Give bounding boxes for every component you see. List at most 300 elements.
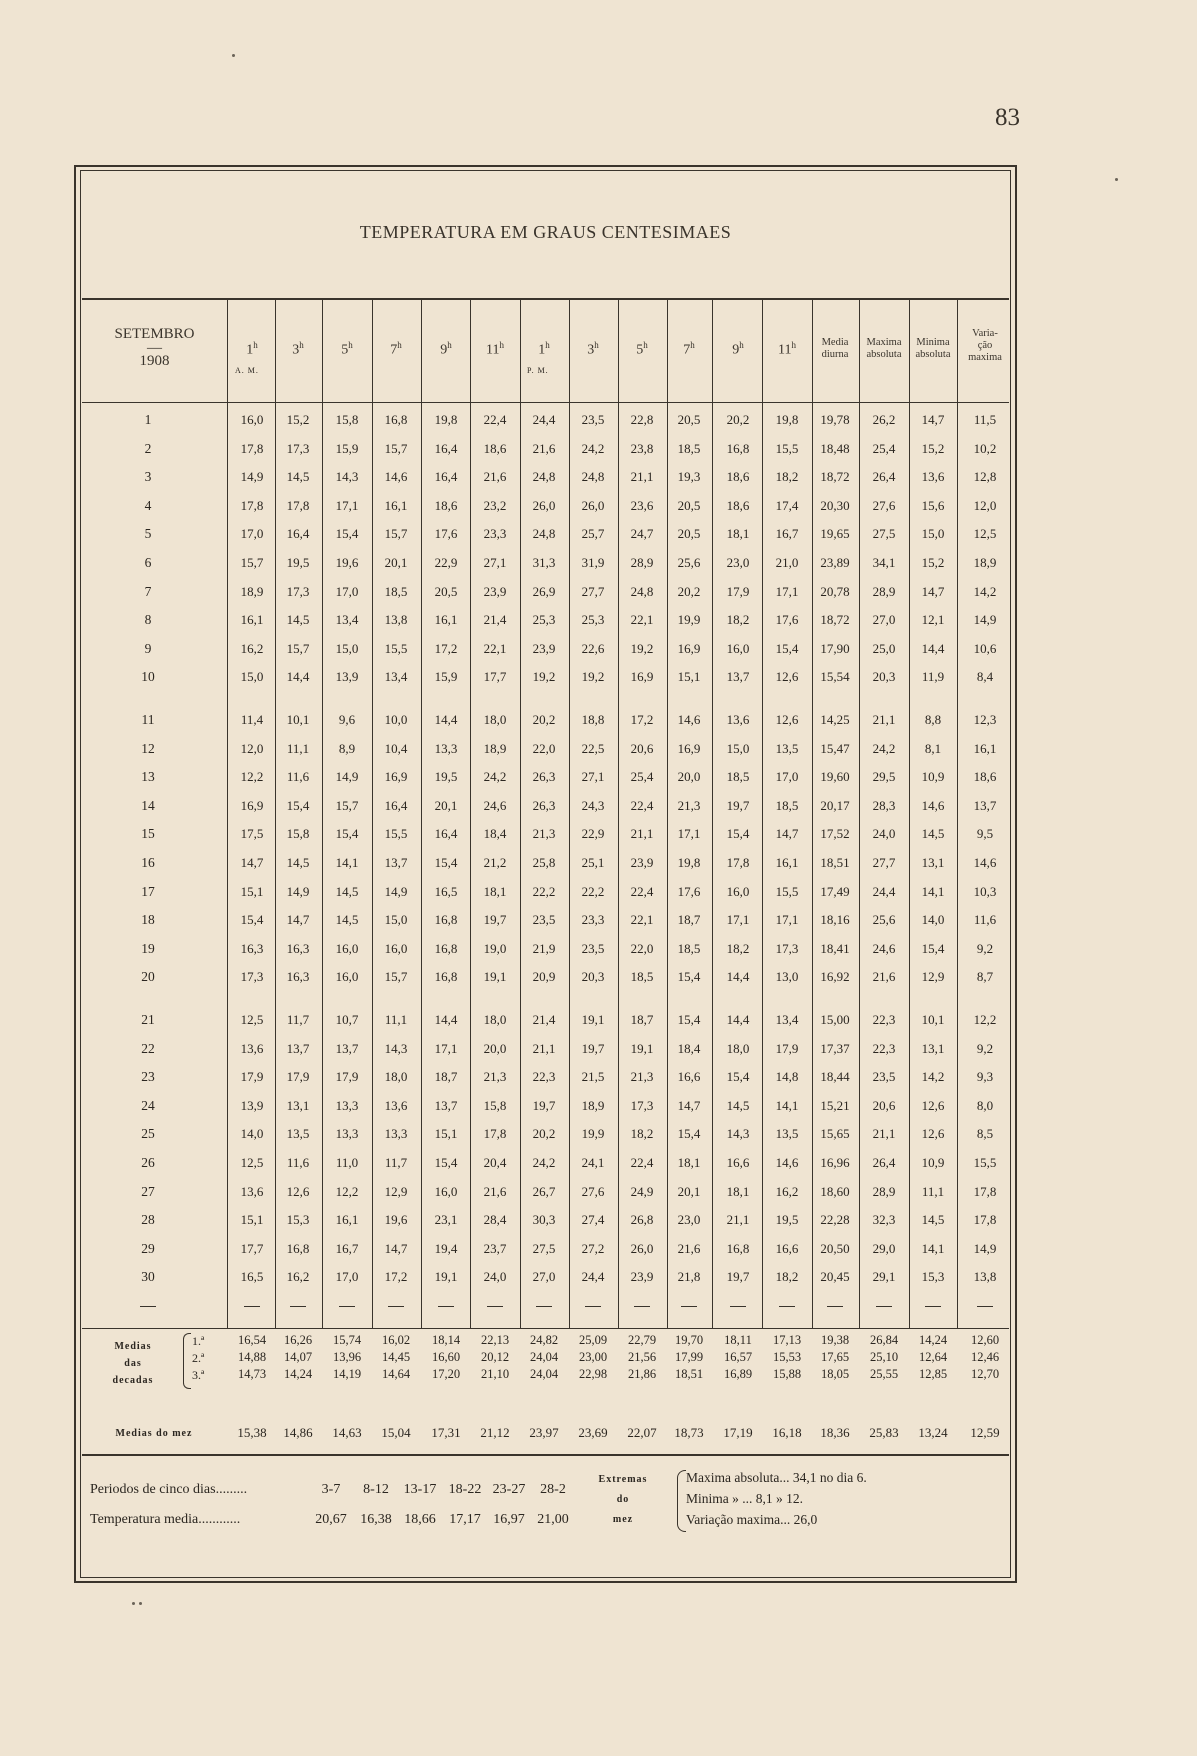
- temperature-cell: 22,9: [434, 555, 458, 570]
- temperature-cell: 23,9: [630, 855, 654, 870]
- decade-mean-cell: 21,56: [627, 1350, 657, 1364]
- stat-header-line: absoluta: [915, 349, 951, 360]
- day-label: 5: [144, 526, 152, 542]
- temperature-cell: 24,0: [872, 826, 896, 842]
- temperature-cell: 14,1: [775, 1097, 799, 1113]
- temperature-cell: 17,0: [335, 583, 359, 599]
- temperature-cell: 14,3: [335, 469, 359, 485]
- temperature-cell: 22,3: [532, 1069, 556, 1085]
- temperature-cell: 14,5: [286, 612, 310, 628]
- day-label: 3: [144, 469, 152, 485]
- temperature-cell: 19,1: [581, 1012, 605, 1027]
- temperature-cell: 18,1: [726, 526, 750, 542]
- temperature-cell: 17,5: [240, 826, 264, 842]
- temperature-cell: 27,7: [581, 583, 605, 599]
- temperature-cell: 12,6: [921, 1097, 945, 1113]
- temperature-cell: 14,5: [921, 826, 945, 842]
- decade-mean-cell: 22,98: [578, 1367, 608, 1381]
- decade-mean-cell: 16,60: [431, 1350, 461, 1364]
- temperature-cell: 16,2: [240, 640, 264, 656]
- decade-mean-cell: 25,09: [578, 1333, 608, 1347]
- day-label: 7: [144, 583, 152, 599]
- temperature-cell: 13,1: [921, 855, 945, 870]
- temperature-cell: 20,2: [532, 712, 556, 727]
- temperature-cell: 16,8: [434, 969, 458, 985]
- month-mean-cell: 17,31: [431, 1425, 461, 1440]
- temperature-cell: 18,7: [630, 1012, 654, 1027]
- temperature-cell: 16,3: [240, 940, 264, 956]
- temperature-cell: 18,41: [820, 940, 850, 956]
- temperature-cell: 18,6: [726, 469, 750, 485]
- decade-mean-cell: 15,88: [772, 1367, 802, 1381]
- month-mean-cell: 16,18: [772, 1425, 802, 1440]
- temperature-cell: 13,6: [921, 469, 945, 485]
- temperature-cell: 24,2: [872, 740, 896, 756]
- temperature-cell: 26,0: [630, 1240, 654, 1256]
- hour-header-10: [667, 340, 711, 359]
- temperature-cell: 9,2: [976, 1040, 994, 1056]
- hour-sup: h: [791, 340, 796, 350]
- temperature-cell: 15,0: [726, 740, 750, 756]
- decade-number: 1.ª: [192, 1334, 205, 1348]
- temperature-cell: 15,7: [384, 526, 408, 542]
- temperature-cell: 13,5: [286, 1126, 310, 1142]
- hour-number: 11: [778, 342, 792, 358]
- temperature-cell: 20,5: [677, 412, 701, 427]
- temperature-cell: 17,9: [775, 1040, 799, 1056]
- temperature-cell: 16,8: [726, 440, 750, 456]
- stat-header-line: Maxima: [866, 337, 902, 348]
- temperature-cell: 20,6: [630, 740, 654, 756]
- temperature-cell: 18,48: [820, 440, 850, 456]
- dash-mark: [244, 1306, 260, 1307]
- temperature-cell: 24,8: [532, 526, 556, 542]
- temperature-cell: 21,4: [483, 612, 507, 628]
- temperature-cell: 17,90: [820, 640, 850, 656]
- temperature-cell: 14,5: [286, 469, 310, 485]
- temperature-cell: 18,2: [630, 1126, 654, 1142]
- decade-mean-cell: 21,10: [480, 1367, 510, 1381]
- temperature-cell: 13,4: [335, 612, 359, 628]
- temperature-cell: 19,7: [581, 1040, 605, 1056]
- temperature-cell: 10,0: [384, 712, 408, 727]
- temperature-cell: 27,6: [872, 497, 896, 513]
- temperature-cell: 10,7: [335, 1012, 359, 1027]
- decades-brace: [183, 1333, 191, 1389]
- temperature-cell: 18,5: [677, 440, 701, 456]
- temperature-cell: 12,0: [240, 740, 264, 756]
- hour-sup: h: [348, 340, 353, 350]
- decade-mean-cell: 24,82: [529, 1333, 559, 1347]
- decade-mean-cell: 18,05: [820, 1367, 850, 1381]
- temperature-cell: 16,9: [630, 669, 654, 685]
- day-label: 8: [144, 612, 152, 628]
- day-label: 23: [141, 1069, 155, 1085]
- temperature-cell: 17,1: [775, 583, 799, 599]
- period-mean-value: 20,67: [315, 1512, 347, 1527]
- temperature-cell: 23,9: [532, 640, 556, 656]
- day-label: 28: [141, 1212, 155, 1228]
- hour-header-9: [620, 340, 664, 359]
- day-label: 22: [141, 1040, 155, 1056]
- period-mean-value: 16,97: [493, 1512, 525, 1527]
- temperature-cell: 23,7: [483, 1240, 507, 1256]
- temperature-cell: 22,0: [630, 940, 654, 956]
- temperature-cell: 17,3: [775, 940, 799, 956]
- temperature-cell: 24,8: [630, 583, 654, 599]
- temperature-cell: 8,4: [976, 669, 994, 685]
- decades-top-rule: [82, 1328, 1009, 1329]
- month-mean-cell: 14,63: [332, 1425, 362, 1440]
- decade-mean-cell: 17,99: [674, 1350, 704, 1364]
- temperature-cell: 23,0: [726, 555, 750, 570]
- temperature-cell: 26,3: [532, 769, 556, 785]
- hour-header-5: [424, 340, 468, 359]
- temperature-cell: 15,1: [240, 1212, 264, 1228]
- dash-mark: [339, 1306, 355, 1307]
- temperature-cell: 15,4: [677, 969, 701, 985]
- temperature-cell: 14,4: [726, 969, 750, 985]
- dash-mark: [438, 1306, 454, 1307]
- temperature-cell: 20,3: [872, 669, 896, 685]
- temperature-cell: 12,8: [973, 469, 997, 485]
- temperature-cell: 26,8: [630, 1212, 654, 1228]
- dash-mark: [290, 1306, 306, 1307]
- temperature-cell: 10,2: [973, 440, 997, 456]
- day-label: 17: [141, 883, 155, 899]
- temperature-cell: 22,4: [630, 883, 654, 899]
- temperature-cell: 18,72: [820, 612, 850, 628]
- temperature-cell: 16,6: [677, 1069, 701, 1085]
- header-top-rule: [82, 298, 1009, 300]
- temperature-cell: 15,1: [434, 1126, 458, 1142]
- decade-mean-cell: 24,04: [529, 1350, 559, 1364]
- temperature-cell: 17,6: [434, 526, 458, 542]
- temperature-cell: 13,7: [335, 1040, 359, 1056]
- temperature-cell: 17,1: [775, 912, 799, 928]
- decade-mean-cell: 12,64: [918, 1350, 948, 1364]
- temperature-cell: 20,50: [820, 1240, 850, 1256]
- temperature-cell: 23,9: [630, 1269, 654, 1285]
- temperature-cell: 20,1: [677, 1183, 701, 1199]
- temperature-cell: 13,8: [384, 612, 408, 628]
- hour-sup: h: [447, 340, 452, 350]
- temperature-cell: 22,1: [630, 912, 654, 928]
- decade-number: 3.ª: [192, 1368, 205, 1382]
- extremes-label-line: do: [616, 1494, 630, 1505]
- temperature-cell: 14,9: [973, 612, 997, 628]
- temperature-cell: 23,5: [581, 412, 605, 427]
- temperature-cell: 27,2: [581, 1240, 605, 1256]
- hour-header-8: [571, 340, 615, 359]
- temperature-cell: 21,9: [532, 940, 556, 956]
- hour-sup: h: [499, 340, 504, 350]
- temperature-cell: 19,78: [820, 412, 850, 427]
- temperature-cell: 17,8: [286, 497, 310, 513]
- temperature-cell: 14,6: [384, 469, 408, 485]
- temperature-cell: 29,0: [872, 1240, 896, 1256]
- temperature-cell: 18,6: [434, 497, 458, 513]
- temperature-cell: 14,2: [921, 1069, 945, 1085]
- temperature-cell: 16,0: [240, 412, 264, 427]
- temperature-cell: 22,2: [581, 883, 605, 899]
- temperature-cell: 15,8: [483, 1097, 507, 1113]
- temperature-cell: 17,52: [820, 826, 850, 842]
- temperature-cell: 16,2: [775, 1183, 799, 1199]
- temperature-cell: 17,2: [630, 712, 654, 727]
- temperature-cell: 27,5: [872, 526, 896, 542]
- temperature-cell: 16,0: [335, 969, 359, 985]
- temperature-cell: 18,8: [581, 712, 605, 727]
- temperature-cell: 13,0: [775, 969, 799, 985]
- hour-header-2: [276, 340, 320, 359]
- temperature-cell: 19,5: [434, 769, 458, 785]
- temperature-cell: 16,5: [240, 1269, 264, 1285]
- hour-sup: h: [545, 340, 550, 350]
- hour-sup: h: [643, 340, 648, 350]
- temperature-cell: 18,44: [820, 1069, 850, 1085]
- temperature-cell: 17,9: [726, 583, 750, 599]
- decade-mean-cell: 13,96: [332, 1350, 362, 1364]
- temperature-cell: 16,4: [434, 469, 458, 485]
- temperature-cell: 21,8: [677, 1269, 701, 1285]
- temperature-cell: 9,5: [976, 826, 994, 842]
- period-value: 3-7: [321, 1482, 341, 1497]
- decade-mean-cell: 14,64: [381, 1367, 411, 1381]
- temperature-cell: 20,5: [677, 497, 701, 513]
- temperature-cell: 20,9: [532, 969, 556, 985]
- dash-mark: [536, 1306, 552, 1307]
- temperature-cell: 22,6: [581, 640, 605, 656]
- temperature-cell: 15,0: [335, 640, 359, 656]
- temperature-cell: 18,1: [726, 1183, 750, 1199]
- temperature-cell: 14,7: [775, 826, 799, 842]
- temperature-cell: 23,89: [820, 555, 850, 570]
- period-value: 18-22: [448, 1482, 482, 1497]
- temperature-cell: 13,7: [726, 669, 750, 685]
- extreme-value: Variação maxima... 26,0: [686, 1512, 818, 1527]
- temperature-cell: 15,54: [820, 669, 850, 685]
- temperature-cell: 27,5: [532, 1240, 556, 1256]
- temperature-cell: 16,96: [820, 1155, 850, 1170]
- temperature-cell: 12,3: [973, 712, 997, 727]
- temperature-cell: 9,3: [976, 1069, 994, 1085]
- decade-mean-cell: 14,73: [237, 1367, 267, 1381]
- decade-number: 2.ª: [192, 1351, 205, 1365]
- hour-sup: h: [594, 340, 599, 350]
- temperature-cell: 21,2: [483, 855, 507, 870]
- temperature-cell: 14,1: [921, 1240, 945, 1256]
- stat-header-line: Media: [821, 337, 849, 348]
- temperature-cell: 24,2: [581, 440, 605, 456]
- temperature-cell: 19,2: [532, 669, 556, 685]
- temperature-cell: 22,4: [630, 797, 654, 813]
- hour-sup: h: [739, 340, 744, 350]
- temperature-cell: 13,9: [240, 1097, 264, 1113]
- temperature-cell: 20,5: [677, 526, 701, 542]
- temperature-cell: 12,6: [775, 712, 799, 727]
- decade-mean-cell: 16,02: [381, 1333, 411, 1347]
- temperature-cell: 15,5: [973, 1155, 997, 1170]
- temperature-cell: 11,6: [973, 912, 997, 928]
- temperature-cell: 17,3: [286, 583, 310, 599]
- temperature-cell: 16,4: [286, 526, 310, 542]
- temperature-cell: 18,6: [726, 497, 750, 513]
- stat-header-line: Varia-: [972, 328, 998, 339]
- temperature-cell: 20,3: [581, 969, 605, 985]
- temperature-cell: 21,6: [483, 1183, 507, 1199]
- day-label: 24: [141, 1097, 155, 1113]
- day-label: 14: [141, 797, 155, 813]
- temperature-cell: 14,7: [677, 1097, 701, 1113]
- temperature-cell: 19,4: [434, 1240, 458, 1256]
- temperature-cell: 11,6: [286, 1155, 310, 1170]
- temperature-cell: 13,3: [384, 1126, 408, 1142]
- temperature-cell: 15,47: [820, 740, 850, 756]
- temperature-cell: 9,2: [976, 940, 994, 956]
- temperature-cell: 18,6: [973, 769, 997, 785]
- day-label: 18: [141, 912, 155, 928]
- temperature-cell: 27,1: [483, 555, 507, 570]
- temperature-cell: 23,5: [581, 940, 605, 956]
- temperature-cell: 27,7: [872, 855, 896, 870]
- temperature-cell: 11,9: [921, 669, 945, 685]
- hour-number: 5: [636, 342, 644, 358]
- hour-number: 5: [341, 342, 349, 358]
- temperature-cell: 34,1: [872, 555, 896, 570]
- temperature-cell: 21,3: [677, 797, 701, 813]
- temperature-cell: 15,5: [384, 826, 408, 842]
- temperature-cell: 22,2: [532, 883, 556, 899]
- temperature-cell: 14,4: [286, 669, 310, 685]
- decade-mean-cell: 21,86: [627, 1367, 657, 1381]
- year: 1908: [139, 353, 170, 369]
- temperature-cell: 22,0: [532, 740, 556, 756]
- temperature-cell: 12,6: [775, 669, 799, 685]
- temperature-cell: 31,3: [532, 555, 556, 570]
- extremes-label: [588, 1470, 658, 1530]
- temperature-cell: 20,0: [483, 1040, 507, 1056]
- month-means-label: Medias do mez: [115, 1428, 193, 1439]
- decade-mean-cell: 17,13: [772, 1333, 802, 1347]
- temperature-cell: 26,2: [872, 412, 896, 427]
- decade-mean-cell: 25,55: [869, 1367, 899, 1381]
- extremes-label-line: Extremas: [598, 1474, 648, 1485]
- temperature-cell: 13,7: [973, 797, 997, 813]
- temperature-cell: 18,2: [726, 940, 750, 956]
- table-title: TEMPERATURA EM GRAUS CENTESIMAES: [359, 222, 732, 242]
- decade-mean-cell: 16,54: [237, 1333, 267, 1347]
- extreme-value: Minima » ... 8,1 » 12.: [686, 1491, 803, 1506]
- temperature-cell: 21,6: [532, 440, 556, 456]
- temperature-cell: 27,0: [532, 1269, 556, 1285]
- temperature-cell: 14,7: [384, 1240, 408, 1256]
- dash-mark: [779, 1306, 795, 1307]
- decade-mean-cell: 23,00: [578, 1350, 608, 1364]
- temperature-cell: 8,7: [976, 969, 994, 985]
- hour-number: 7: [390, 342, 398, 358]
- decade-mean-cell: 22,13: [480, 1333, 510, 1347]
- paper-speck: [139, 1602, 142, 1605]
- temperature-cell: 19,2: [630, 640, 654, 656]
- temperature-cell: 16,3: [286, 940, 310, 956]
- temperature-cell: 19,1: [630, 1040, 654, 1056]
- temperature-cell: 14,9: [973, 1240, 997, 1256]
- temperature-cell: 15,2: [921, 440, 945, 456]
- temperature-cell: 16,8: [434, 940, 458, 956]
- stat-header-line: absoluta: [866, 349, 902, 360]
- temperature-cell: 12,2: [973, 1012, 997, 1027]
- temperature-cell: 25,4: [872, 440, 896, 456]
- temperature-cell: 30,3: [532, 1212, 556, 1228]
- temperature-cell: 25,1: [581, 855, 605, 870]
- stat-header-1: [809, 337, 861, 361]
- temperature-cell: 11,7: [384, 1155, 408, 1170]
- dash-mark: [681, 1306, 697, 1307]
- temperature-cell: 13,6: [384, 1097, 408, 1113]
- hour-number: 1: [246, 342, 254, 358]
- temperature-cell: 8,8: [924, 712, 942, 727]
- temperature-cell: 17,9: [240, 1069, 264, 1085]
- temperature-cell: 23,0: [677, 1212, 701, 1228]
- temperature-cell: 17,1: [335, 497, 359, 513]
- hour-sup: h: [397, 340, 402, 350]
- hour-sup: h: [253, 340, 258, 350]
- temperature-cell: 26,4: [872, 1155, 896, 1170]
- decade-mean-cell: 24,04: [529, 1367, 559, 1381]
- decade-mean-cell: 15,53: [772, 1350, 802, 1364]
- temperature-cell: 21,3: [630, 1069, 654, 1085]
- hour-sup: h: [299, 340, 304, 350]
- temperature-cell: 22,3: [872, 1012, 896, 1027]
- temperature-cell: 18,9: [483, 740, 507, 756]
- temperature-cell: 28,9: [630, 555, 654, 570]
- temperature-cell: 19,8: [677, 855, 701, 870]
- temperature-cell: 13,7: [384, 855, 408, 870]
- temperature-cell: 19,7: [726, 1269, 750, 1285]
- table-bottom-rule: [82, 1454, 1009, 1456]
- temperature-cell: 12,5: [973, 526, 997, 542]
- temperature-cell: 18,9: [240, 583, 264, 599]
- temperature-cell: 19,8: [775, 412, 799, 427]
- temperature-cell: 15,0: [240, 669, 264, 685]
- temperature-cell: 15,7: [335, 797, 359, 813]
- temperature-cell: 13,6: [240, 1040, 264, 1056]
- temperature-cell: 18,72: [820, 469, 850, 485]
- temperature-cell: 16,7: [335, 1240, 359, 1256]
- temperature-cell: 10,9: [921, 1155, 945, 1170]
- temperature-cell: 23,5: [872, 1069, 896, 1085]
- temperature-cell: 17,9: [286, 1069, 310, 1085]
- temperature-cell: 20,2: [677, 583, 701, 599]
- temperature-cell: 15,2: [286, 412, 310, 427]
- temperature-cell: 21,3: [532, 826, 556, 842]
- month-mean-cell: 18,73: [674, 1425, 704, 1440]
- decade-mean-cell: 16,89: [723, 1367, 753, 1381]
- temperature-cell: 15,4: [677, 1012, 701, 1027]
- temperature-cell: 18,4: [483, 826, 507, 842]
- temperature-cell: 12,9: [384, 1183, 408, 1199]
- temperature-cell: 15,4: [726, 1069, 750, 1085]
- temperature-cell: 17,3: [240, 969, 264, 985]
- temperature-cell: 14,5: [286, 855, 310, 870]
- temperature-cell: 17,37: [820, 1040, 850, 1056]
- temperature-cell: 18,2: [726, 612, 750, 628]
- temperature-cell: 15,8: [286, 826, 310, 842]
- temperature-cell: 21,6: [677, 1240, 701, 1256]
- period-value: 28-2: [540, 1482, 566, 1497]
- temperature-cell: 15,2: [921, 555, 945, 570]
